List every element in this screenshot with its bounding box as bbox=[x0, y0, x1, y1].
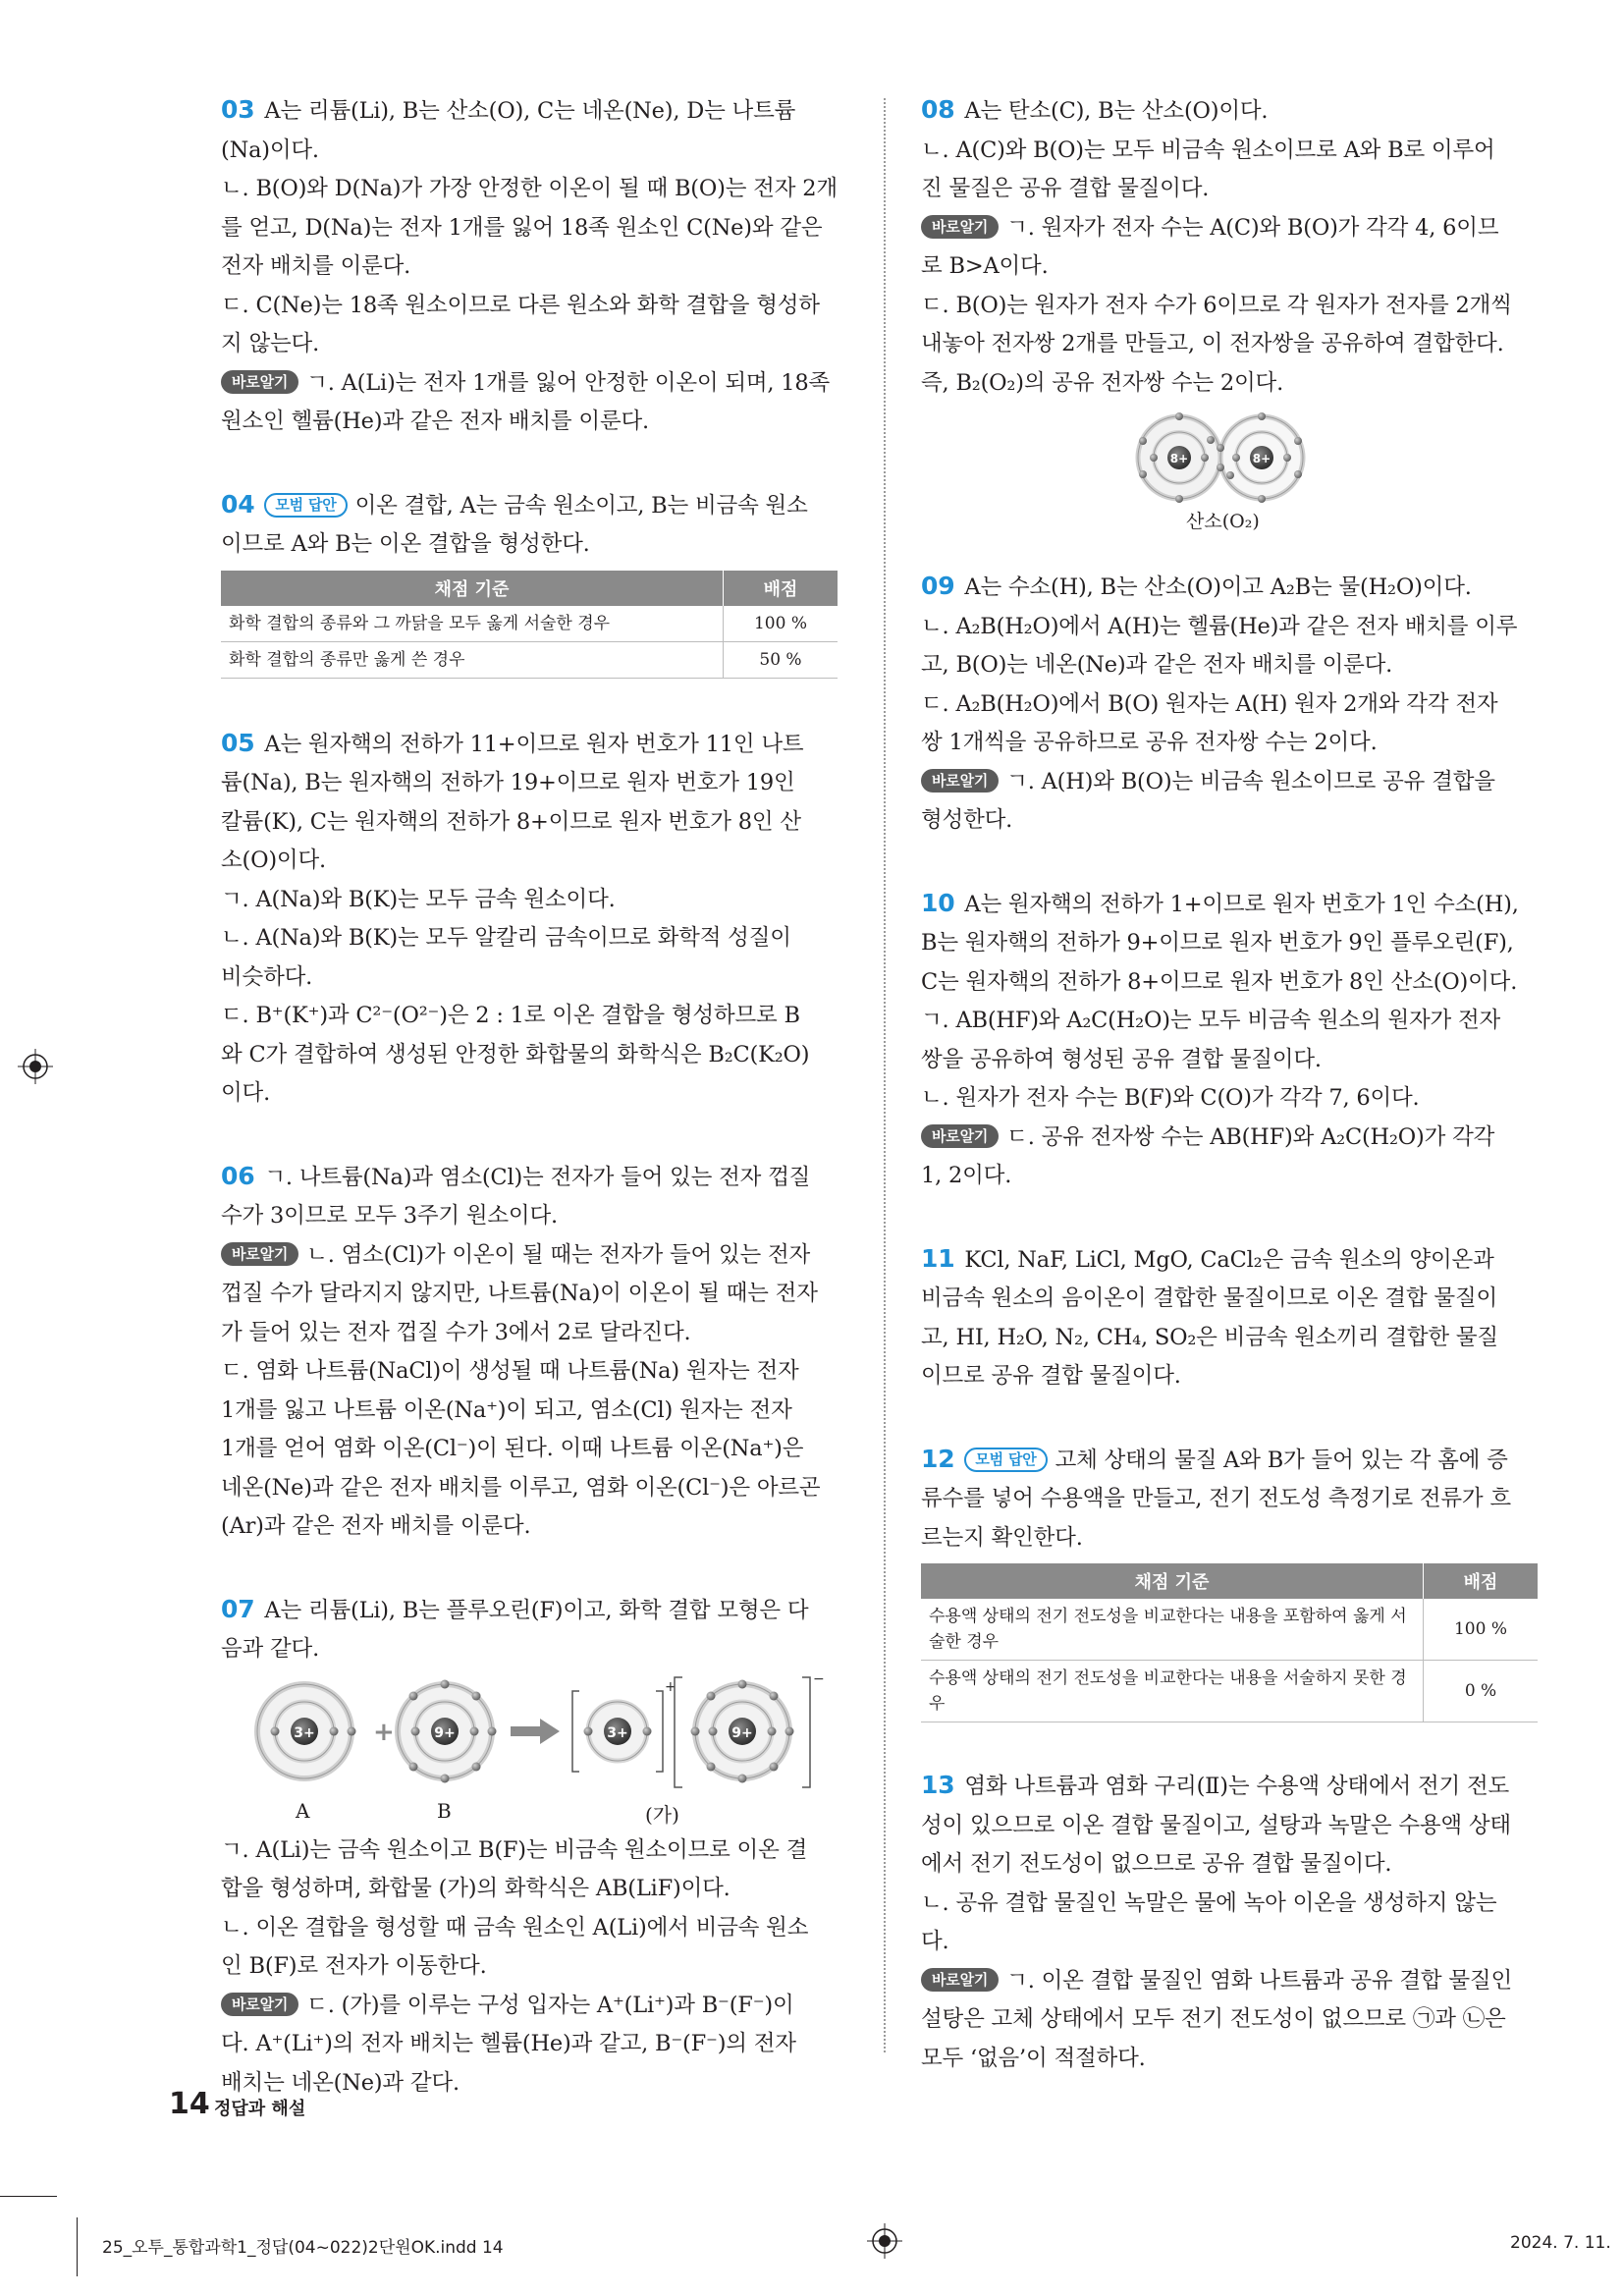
crop-mark bbox=[0, 2196, 57, 2197]
lithium-ion bbox=[572, 1679, 676, 1772]
scoring-table bbox=[921, 1563, 1538, 1722]
model-answer-badge: 모범 답안 bbox=[264, 493, 347, 518]
answer-04: 04 모범 답안 이온 결합, A는 금속 원소이고, B는 비금속 원소 이므로 A와 B는 이온 결합을 형성한다. 채점 기준 배점 화학 결합의 종류와 그 까닭을 모두 옳게 서술한 경우 100 % 화학 결합의 종류만 옳게 쓴 경우 50 % bbox=[221, 485, 838, 679]
ionic-bond-model-svg bbox=[221, 1669, 838, 1797]
correction-badge: 바로알기 bbox=[221, 1993, 298, 2016]
figure-label-a: A bbox=[296, 1798, 310, 1823]
scoring-table bbox=[221, 571, 838, 679]
correction-badge: 바로알기 bbox=[221, 370, 298, 394]
left-column bbox=[221, 90, 838, 2103]
question-number: 07 bbox=[221, 1594, 255, 1623]
question-number: 13 bbox=[921, 1771, 955, 1799]
answer-06: 06 ㄱ. 나트륨(Na)과 염소(Cl)는 전자가 들어 있는 전자 껍질 수가 3이므로 모두 3주기 원소이다. 바로알기 ㄴ. 염소(Cl)가 이온이 될 때는 전자가 들어 있는 전자 껍질 수가 달라지지 않지만, 나트륨(Na)이 이온이 될 때는 전자 가 들어 있는 전자 껍질 수가 3에서 2로 달라진다. ㄷ. 염화 나트륨(NaCl)이 생성될 때 나트륨(Na) 원자는 전자 1개를 잃고 나트륨 이온(Na⁺)이 되고, 염소(Cl) 원자는 전자 1개를 얻어 염화 이온(Cl⁻)이 된다. 이때 나트륨 이온(Na⁺)은 네온(Ne)과 같은 전자 배치를 이루고, 염화 이온(Cl⁻)은 아르곤 (Ar)과 같은 전자 배치를 이룬다. bbox=[221, 1161, 821, 1539]
nucleus-charge: 3+ bbox=[294, 1724, 315, 1741]
table-row: 화학 결합의 종류만 옳게 쓴 경우 50 % bbox=[221, 641, 838, 678]
fluorine-atom bbox=[398, 1679, 497, 1782]
date-slug: 2024. 7. 11. bbox=[1510, 2233, 1611, 2253]
file-slug: 25_오투_통합과학1_정답(04~022)2단원OK.indd 14 bbox=[102, 2238, 504, 2258]
ion-charge-minus: − bbox=[813, 1670, 825, 1687]
question-number: 06 bbox=[221, 1161, 255, 1190]
oxygen-molecule-diagram bbox=[921, 409, 1538, 531]
answer-07: 07 A는 리튬(Li), B는 플루오린(F)이고, 화학 결합 모형은 다 음과 같다. 3+ + 9+ + 3+ − 9+ A B (가) ㄱ. A(Li)는 금속 원소이고 B(F)는 비금속 원소이므로 이온 결 합을 형성하며, 화합물 (가)의 화학식은 AB(LiF)이다. ㄴ. 이온 결합을 형성할 때 금속 원소인 A(Li)에서 비금속 원소 인 B(F)로 전자가 이동한다. 바로알기 ㄷ. (가)를 이루는 구성 입자는 A⁺(Li⁺)과 B⁻(F⁻)이 다. A⁺(Li⁺)의 전자 배치는 헬륨(He)과 같고, B⁻(F⁻)의 전자 배치는 네온(Ne)과 같다. bbox=[221, 1590, 838, 2104]
table-header-criteria: 채점 기준 bbox=[921, 1563, 1424, 1599]
answer-10: 10 A는 원자핵의 전하가 1+이므로 원자 번호가 1인 수소(H), B는 원자핵의 전하가 9+이므로 원자 번호가 9인 플루오린(F), C는 원자핵의 전하가 8+이므로 원자 번호가 8인 산소(O)이다. ㄱ. AB(HF)와 A₂C(H₂O)는 모두 비금속 원소의 원자가 전자 쌍을 공유하여 형성된 공유 결합 물질이다. ㄴ. 원자가 전자 수는 B(F)와 C(O)가 각각 7, 6이다. 바로알기 ㄷ. 공유 전자쌍 수는 AB(HF)와 A₂C(H₂O)가 각각 1, 2이다. bbox=[921, 888, 1519, 1188]
table-row: 수용액 상태의 전기 전도성을 비교한다는 내용을 포함하여 옳게 서술한 경우 100 % bbox=[921, 1599, 1538, 1661]
column-divider bbox=[884, 98, 886, 2052]
answer-12: 12 모범 답안 고체 상태의 물질 A와 B가 들어 있는 각 홈에 증 류수를 넣어 수용액을 만들고, 전기 전도성 측정기로 전류가 흐 르는지 확인한다. 채점 기준 배점 수용액 상태의 전기 전도성을 비교한다는 내용을 포함하여 옳게 서술한 경우 100 % 수용액 상태의 전기 전도성을 비교한다는 내용을 서술하지 못한 경우 0 % bbox=[921, 1440, 1538, 1723]
table-header-criteria: 채점 기준 bbox=[221, 571, 724, 606]
ionic-bond-diagram bbox=[221, 1669, 838, 1831]
question-number: 09 bbox=[921, 572, 955, 600]
page-footer-title: 정답과 해설 bbox=[214, 2099, 306, 2119]
question-number: 04 bbox=[221, 489, 255, 519]
ion-charge-plus: + bbox=[665, 1678, 676, 1695]
nucleus-charge: 9+ bbox=[434, 1724, 456, 1741]
answer-08: 08 A는 탄소(C), B는 산소(O)이다. ㄴ. A(C)와 B(O)는 모두 비금속 원소이므로 A와 B로 이루어 진 물질은 공유 결합 물질이다. 바로알기 ㄱ. 원자가 전자 수는 A(C)와 B(O)가 각각 4, 6이므 로 B>A이다. ㄷ. B(O)는 원자가 전자 수가 6이므로 각 원자가 전자를 2개씩 내놓아 전자쌍 2개를 만들고, 이 전자쌍을 공유하여 결합한다. 즉, B₂(O₂)의 공유 전자쌍 수는 2이다. 8+ 8+ 산소(O₂) bbox=[921, 90, 1538, 531]
question-number: 12 bbox=[921, 1444, 955, 1473]
correction-badge: 바로알기 bbox=[921, 215, 999, 239]
answer-03: 03 A는 리튬(Li), B는 산소(O), C는 네온(Ne), D는 나트륨 (Na)이다. ㄴ. B(O)와 D(Na)가 가장 안정한 이온이 될 때 B(O)는 전자 2개 를 얻고, D(Na)는 전자 1개를 잃어 18족 원소인 C(Ne)와 같은 전자 배치를 이룬다. ㄷ. C(Ne)는 18족 원소이므로 다른 원소와 화학 결합을 형성하 지 않는다. 바로알기 ㄱ. A(Li)는 전자 1개를 잃어 안정한 이온이 되며, 18족 원소인 헬륨(He)과 같은 전자 배치를 이룬다. bbox=[221, 95, 838, 434]
plus-sign: + bbox=[373, 1717, 395, 1747]
nucleus-charge: 8+ bbox=[1169, 452, 1189, 465]
table-row: 화학 결합의 종류와 그 까닭을 모두 옳게 서술한 경우 100 % bbox=[221, 606, 838, 642]
correction-badge: 바로알기 bbox=[221, 1242, 298, 1266]
question-number: 08 bbox=[921, 95, 955, 124]
fluoride-ion bbox=[675, 1671, 825, 1787]
nucleus-charge: 9+ bbox=[731, 1724, 753, 1741]
right-column bbox=[921, 90, 1538, 2078]
oxygen-molecule-svg bbox=[921, 409, 1538, 507]
answer-11: 11 KCl, NaF, LiCl, MgO, CaCl₂은 금속 원소의 양이온과 비금속 원소의 음이온이 결합한 물질이므로 이온 결합 물질이 고, HI, H₂O, N₂, CH₄, SO₂은 비금속 원소끼리 결합한 물질 이므로 공유 결합 물질이다. bbox=[921, 1243, 1498, 1389]
table-header-score: 배점 bbox=[1424, 1563, 1539, 1599]
registration-mark-icon bbox=[867, 2223, 902, 2259]
nucleus-charge: 3+ bbox=[607, 1724, 628, 1741]
question-number: 11 bbox=[921, 1243, 955, 1273]
table-header-score: 배점 bbox=[724, 571, 839, 606]
nucleus-charge: 8+ bbox=[1252, 452, 1271, 465]
question-number: 10 bbox=[921, 888, 955, 917]
figure-label-b: B bbox=[437, 1798, 452, 1823]
table-row: 수용액 상태의 전기 전도성을 비교한다는 내용을 서술하지 못한 경우 0 % bbox=[921, 1661, 1538, 1722]
figure-caption: 산소(O₂) bbox=[1186, 511, 1260, 532]
model-answer-badge: 모범 답안 bbox=[964, 1448, 1047, 1472]
figure-label-ga: (가) bbox=[645, 1802, 679, 1827]
question-number: 03 bbox=[221, 95, 255, 124]
correction-badge: 바로알기 bbox=[921, 1124, 999, 1148]
lithium-atom bbox=[257, 1684, 356, 1778]
page-number: 14 bbox=[169, 2087, 210, 2121]
answer-05: 05 A는 원자핵의 전하가 11+이므로 원자 번호가 11인 나트 륨(Na), B는 원자핵의 전하가 19+이므로 원자 번호가 19인 칼륨(K), C는 원자핵의 전하가 8+이므로 원자 번호가 8인 산 소(O)이다. ㄱ. A(Na)와 B(K)는 모두 금속 원소이다. ㄴ. A(Na)와 B(K)는 모두 알칼리 금속이므로 화학적 성질이 비슷하다. ㄷ. B⁺(K⁺)과 C²⁻(O²⁻)은 2 : 1로 이온 결합을 형성하므로 B 와 C가 결합하여 생성된 안정한 화합물의 화학식은 B₂C(K₂O) 이다. bbox=[221, 728, 810, 1106]
correction-badge: 바로알기 bbox=[921, 1968, 999, 1992]
answer-13: 13 염화 나트륨과 염화 구리(Ⅱ)는 수용액 상태에서 전기 전도 성이 있으므로 이온 결합 물질이고, 설탕과 녹말은 수용액 상태 에서 전기 전도성이 없으므로 공유 결합 물질이다. ㄴ. 공유 결합 물질인 녹말은 물에 녹아 이온을 생성하지 않는 다. 바로알기 ㄱ. 이온 결합 물질인 염화 나트륨과 공유 결합 물질인 설탕은 고체 상태에서 모두 전기 전도성이 없으므로 ㉠과 ㉡은 모두 ‘없음’이 적절하다. bbox=[921, 1771, 1512, 2071]
answer-09: 09 A는 수소(H), B는 산소(O)이고 A₂B는 물(H₂O)이다. ㄴ. A₂B(H₂O)에서 A(H)는 헬륨(He)과 같은 전자 배치를 이루 고, B(O)는 네온(Ne)과 같은 전자 배치를 이룬다. ㄷ. A₂B(H₂O)에서 B(O) 원자는 A(H) 원자 2개와 각각 전자 쌍 1개씩을 공유하므로 공유 전자쌍 수는 2이다. 바로알기 ㄱ. A(H)와 B(O)는 비금속 원소이므로 공유 결합을 형성한다. bbox=[921, 572, 1518, 833]
question-number: 05 bbox=[221, 728, 255, 757]
reaction-arrow-icon bbox=[511, 1719, 560, 1744]
registration-mark-icon bbox=[18, 1049, 53, 1084]
crop-mark bbox=[77, 2217, 78, 2276]
correction-badge: 바로알기 bbox=[921, 769, 999, 793]
